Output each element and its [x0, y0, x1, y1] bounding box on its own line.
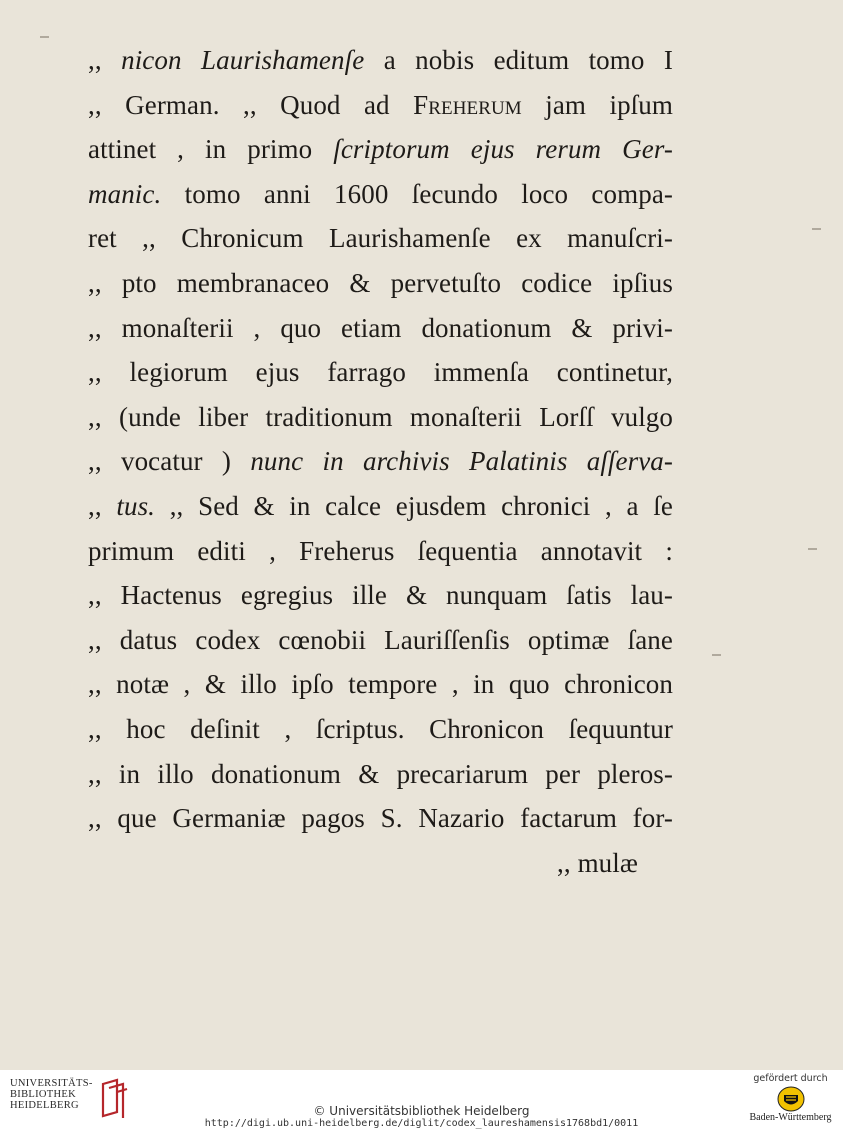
funded-by-label: gefördert durch — [753, 1073, 828, 1084]
funder-name: Baden-Württemberg — [749, 1112, 832, 1123]
margin-speck — [712, 654, 721, 656]
margin-speck — [808, 548, 817, 550]
catchword: ,, mulæ — [557, 847, 638, 878]
footer — [0, 1070, 843, 1132]
text-segment: ,, legiorum ejus farrago immenſa continetur, — [88, 357, 673, 388]
text-segment: primum editi , Freherus ſequentia annotavit : — [88, 535, 673, 566]
text-line — [88, 38, 673, 83]
margin-speck — [40, 36, 49, 38]
text-line — [88, 529, 673, 574]
text-line — [88, 350, 673, 395]
text-segment: ,, Sed & in calce ejusdem chronici , a ſe — [155, 490, 673, 521]
text-segment: ,, vocatur ) — [88, 446, 251, 477]
text-line — [88, 439, 673, 484]
text-segment: nunc in archivis Palatinis aſſerva- — [250, 446, 673, 477]
library-name-line: BIBLIOTHEK — [10, 1089, 76, 1100]
text-line — [88, 172, 673, 217]
text-segment: ,, monaſterii , quo etiam donationum & privi- — [88, 312, 673, 343]
page-text — [88, 38, 673, 885]
text-line — [88, 752, 673, 797]
text-segment: jam ipſum — [521, 89, 673, 120]
library-name-line: HEIDELBERG — [10, 1100, 79, 1111]
text-line — [88, 484, 673, 529]
permalink-url[interactable]: http://digi.ub.uni-heidelberg.de/diglit/codex_laureshamensis1768bd1/0011 — [204, 1118, 639, 1129]
text-segment: ,, — [88, 45, 122, 75]
text-segment: a nobis editum tomo I — [364, 45, 673, 75]
text-line — [88, 261, 673, 306]
text-segment: tus. — [116, 490, 156, 521]
text-line — [88, 216, 673, 261]
text-line — [88, 306, 673, 351]
text-segment: manic. — [88, 178, 162, 209]
text-line — [88, 573, 673, 618]
funder-logo[interactable] — [748, 1073, 833, 1123]
text-segment: tomo anni 1600 ſecundo loco compa- — [161, 178, 673, 209]
baden-wuerttemberg-emblem-icon — [777, 1086, 805, 1112]
text-segment: ,, (unde liber traditionum monaſterii Lorſſ vulgo — [88, 401, 673, 432]
text-segment: ,, hoc deſinit , ſcriptus. Chronicon ſequuntur — [88, 713, 673, 744]
margin-speck — [812, 228, 821, 230]
text-segment: nicon Laurishamenſe — [121, 45, 365, 75]
text-line — [88, 707, 673, 752]
library-name-line: UNIVERSITÄTS- — [10, 1078, 93, 1089]
text-segment: ,, German. ,, Quod ad — [88, 89, 414, 120]
text-line — [88, 618, 673, 663]
text-segment: ſcriptorum ejus rerum Ger- — [333, 134, 673, 165]
text-segment: ,, in illo donationum & precariarum per pleros- — [88, 758, 673, 789]
text-segment: ,, notæ , & illo ipſo tempore , in quo chronicon — [88, 669, 673, 700]
text-segment: ret ,, Chronicum Laurishamenſe ex manuſcri- — [88, 223, 673, 254]
text-segment: ,, pto membranaceo & pervetuſto codice ipſius — [88, 267, 673, 298]
text-segment: ,, Hactenus egregius ille & nunquam ſatis lau- — [88, 580, 673, 611]
text-line — [88, 796, 673, 841]
text-segment: ,, — [88, 490, 117, 521]
text-line — [88, 127, 673, 172]
text-segment: attinet , in primo — [88, 134, 334, 165]
text-line — [88, 662, 673, 707]
text-segment: ,, que Germaniæ pagos S. Nazario factarum for- — [88, 803, 673, 834]
text-segment: ,, datus codex cœnobii Lauriſſenſis optimæ ſane — [88, 624, 673, 655]
copyright-notice: © Universitätsbibliothek Heidelberg — [313, 1104, 530, 1118]
text-segment: Freherum — [413, 89, 522, 120]
text-line — [88, 395, 673, 440]
text-line — [88, 83, 673, 128]
